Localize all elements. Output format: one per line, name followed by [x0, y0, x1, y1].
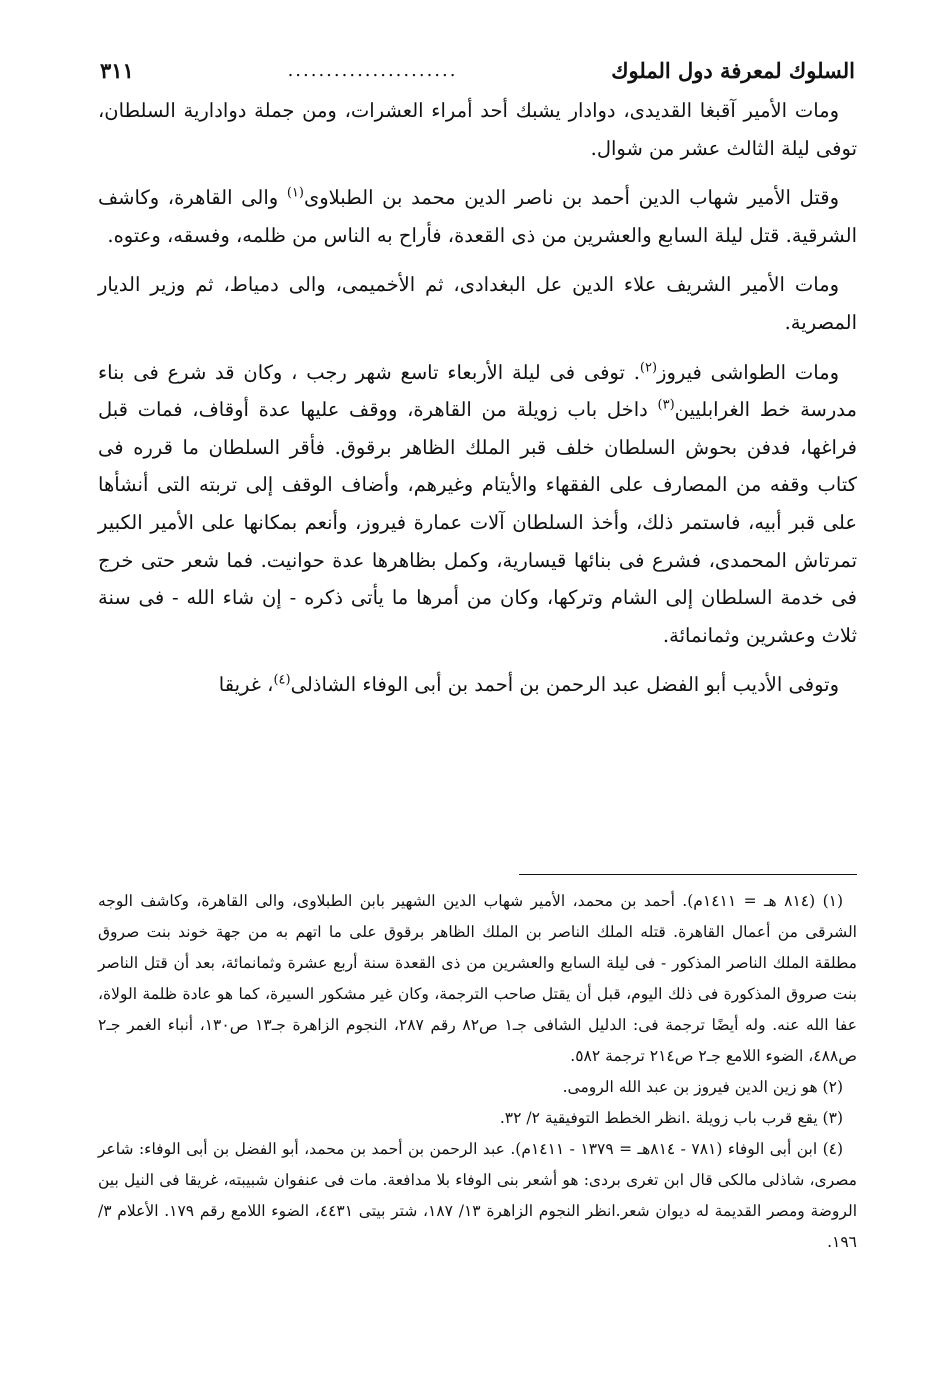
- page-number: ٣١١: [100, 57, 134, 83]
- footnote-ref[interactable]: (٣): [657, 397, 675, 413]
- footnote-divider: [519, 874, 857, 875]
- paragraph: ومات الأمير الشريف علاء الدين عل البغدادى، ثم الأخميمى، والى دمياط، ثم وزير الديار المصرية.: [98, 273, 857, 334]
- paragraph: ومات الأمير آقبغا القديدى، دوادار يشبك أحد أمراء العشرات، ومن جملة دوادارية السلطان، توفى ليلة الثالث عشر من شوال.: [98, 99, 857, 160]
- paragraph: وقتل الأمير شهاب الدين أحمد بن ناصر الدين محمد بن الطبلاوى$^{(١)}$ والى القاهرة، وكاشف الشرقية. قتل ليلة السابع والعشرين من ذى القعدة، فأراح به الناس من ظلمه، وفسقه، وعتوه.: [98, 185, 857, 247]
- running-title: السلوك لمعرفة دول الملوك: [611, 57, 855, 83]
- footnote-ref[interactable]: (٤): [273, 672, 291, 688]
- main-text: [98, 92, 857, 716]
- paragraph: وتوفى الأديب أبو الفضل عبد الرحمن بن أحمد بن أبى الوفاء الشاذلى$^{(٤)}$، غريقا: [218, 672, 839, 697]
- footnotes: [98, 886, 857, 1258]
- footnote-ref[interactable]: (٢): [639, 360, 658, 376]
- footnote: (١) (٨١٤ هـ = ١٤١١م). أحمد بن محمد، الأمير شهاب الدين الشهير بابن الطبلاوى، والى القاهرة، وكاشف الوجه الشرقى من أعمال القاهرة. قتله الملك الناصر بن الملك الظاهر برقوق على ما اتهم به من جهة خوند بنت صروق مطلقة الملك الناصر المذكور - فى ليلة السابع والعشرين من ذى القعدة سنة أربع عشرة وثمانمائة، بعد أن قتل الناصر بنت صروق المذكورة فى ذلك اليوم، قبل أن يقتل صاحب الترجمة، وكان غير مشكور السيرة، كما هو عادة ظلمة الولاة، عفا الله عنه. وله أيضًا ترجمة فى: الدليل الشافى جـ١ ص٨٢ رقم ٢٨٧، النجوم الزاهرة جـ١٣ ص١٣٠، أنباء الغمر جـ٢ ص٤٨٨، الضوء اللامع جـ٢ ص٢١٤ ترجمة ٥٨٢.: [98, 892, 857, 1065]
- leader-dots: ......................: [287, 59, 458, 81]
- footnote: (٣) يقع قرب باب زويلة .انظر الخطط التوفيقية ٢/ ٣٢.: [499, 1109, 843, 1127]
- footnote: (٢) هو زين الدين فيروز بن عبد الله الرومى.: [562, 1078, 843, 1096]
- running-header: [100, 48, 855, 92]
- footnote-ref[interactable]: (١): [286, 185, 304, 201]
- footnote: (٤) ابن أبى الوفاء (٧٨١ - ٨١٤هـ = ١٣٧٩ - ١٤١١م). عبد الرحمن بن أحمد بن محمد، أبو الفضل بن أبى الوفاء: شاعر مصرى، شاذلى مالكى قال ابن تغرى بردى: هو أشعر بنى الوفاء بلا مدافعة. مات فى عنفوان شبيبته، غريقا فى النيل بين الروضة ومصر القديمة له ديوان شعر.انظر النجوم الزاهرة ١٣/ ١٨٧، شتر بيتى ٤٤٣١، الضوء اللامع رقم ١٧٩. الأعلام ٣/ ١٩٦.: [98, 1140, 857, 1251]
- paragraph: ومات الطواشى فيروز$^{(٢)}$. توفى فى ليلة الأربعاء تاسع شهر رجب ، وكان قد شرع فى بناء مدرسة خط الغرابليين$^{(٣)}$ داخل باب زويلة من القاهرة، ووقف عليها عدة أوقاف، فمات قبل فراغها، فدفن بحوش السلطان خلف قبر الملك الظاهر برقوق. فأقر السلطان ما قرره فى كتاب وقفه من المصارف على الفقهاء والأيتام وغيرهم، وأضاف الوقف إلى تربته التى أنشأها على قبر أبيه، فاستمر ذلك، وأخذ السلطان آلات عمارة فيروز، وأنعم بمكانها على الأمير الكبير تمرتاش المحمدى، فشرع فى بنائها قيسارية، وكمل بظاهرها عدة حوانيت. فما شعر حتى خرج فى خدمة السلطان إلى الشام وتركها، وكان من أمرها ما يأتى ذكره - إن شاء الله - فى سنة ثلاث وعشرين وثمانمائة.: [98, 360, 857, 647]
